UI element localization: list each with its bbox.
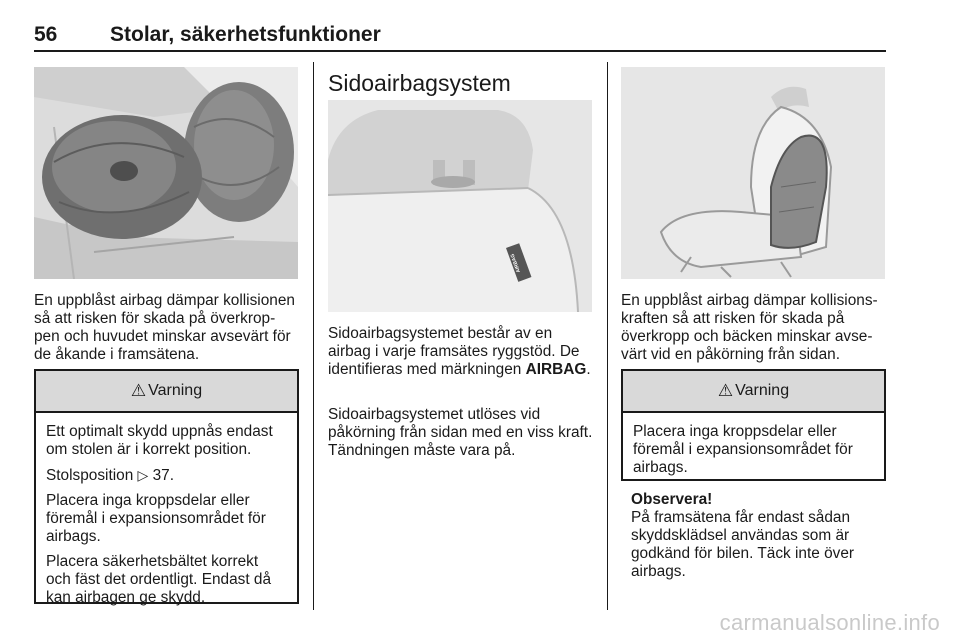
side-airbag-text: Sidoairbagsystemet består av en airbag i varje framsätes ryggstöd. De identifieras med märkningen [328, 325, 580, 378]
page-header [0, 0, 960, 52]
airbag-label-bold: AIRBAG [525, 361, 587, 378]
airbag-seat-tag: AIRBAG [509, 252, 523, 274]
page-ref-arrow-icon: ▷ [137, 467, 149, 483]
warning-title: Varning [148, 382, 203, 399]
note-text: På framsätena får endast sådan skyddsklädsel användas som är godkänd för bilen. Täck inte över airbags. [631, 509, 855, 580]
front-airbag-caption: En uppblåst airbag dämpar kollisionen så att risken för skada på överkrop-pen och huvudet minskar avsevärt för de åkande i framsätena. [34, 292, 295, 363]
note-block [631, 491, 881, 581]
warning-text-1: Ett optimalt skydd uppnås endast om stolen är i korrekt position. [46, 423, 273, 458]
warning-text-2 [46, 466, 287, 485]
side-airbag-paragraph-2: Sidoairbagsystemet utlöses vid påkörning från sidan med en viss kraft. Tändningen måste vara på. [328, 406, 593, 459]
warning-triangle-icon: ⚠ [130, 381, 147, 400]
seat-position-label: Stolsposition [46, 467, 134, 484]
sentence-end: . [586, 361, 591, 378]
note-title: Observera! [631, 491, 713, 508]
side-airbag-caption: En uppblåst airbag dämpar kollisions-kraften så att risken för skada på överkropp och bäcken minskar avse-värt vid en påkörning från sidan. [621, 292, 878, 363]
watermark: carmanualsonline.info [719, 610, 940, 635]
column-divider-1 [313, 62, 314, 610]
side-airbag-seat-image [621, 67, 885, 279]
column-divider-2 [607, 62, 608, 610]
header-rule [34, 50, 886, 52]
seat-airbag-label-image [328, 100, 592, 312]
warning-text-1: Placera inga kroppsdelar eller föremål i expansionsområdet för airbags. [633, 423, 853, 476]
section-heading: Sidoairbagsystem [328, 70, 511, 96]
side-airbag-paragraph-1 [328, 325, 593, 379]
warning-text-3: Placera inga kroppsdelar eller föremål i expansionsområdet för airbags. [46, 492, 266, 545]
page-title: Stolar, säkerhetsfunktioner [110, 23, 381, 46]
warning-title: Varning [735, 382, 790, 399]
page-number: 56 [34, 23, 58, 46]
warning-header [36, 371, 297, 413]
warning-header [623, 371, 884, 413]
warning-box-seat [34, 369, 299, 604]
warning-box-side-airbag [621, 369, 886, 481]
warning-text-4: Placera säkerhetsbältet korrekt och fäst det ordentligt. Endast då kan airbagen ge skydd. [46, 553, 272, 606]
front-airbags-image [34, 67, 298, 279]
warning-triangle-icon: ⚠ [717, 381, 734, 400]
seat-position-page-ref[interactable]: 37. [152, 467, 175, 484]
